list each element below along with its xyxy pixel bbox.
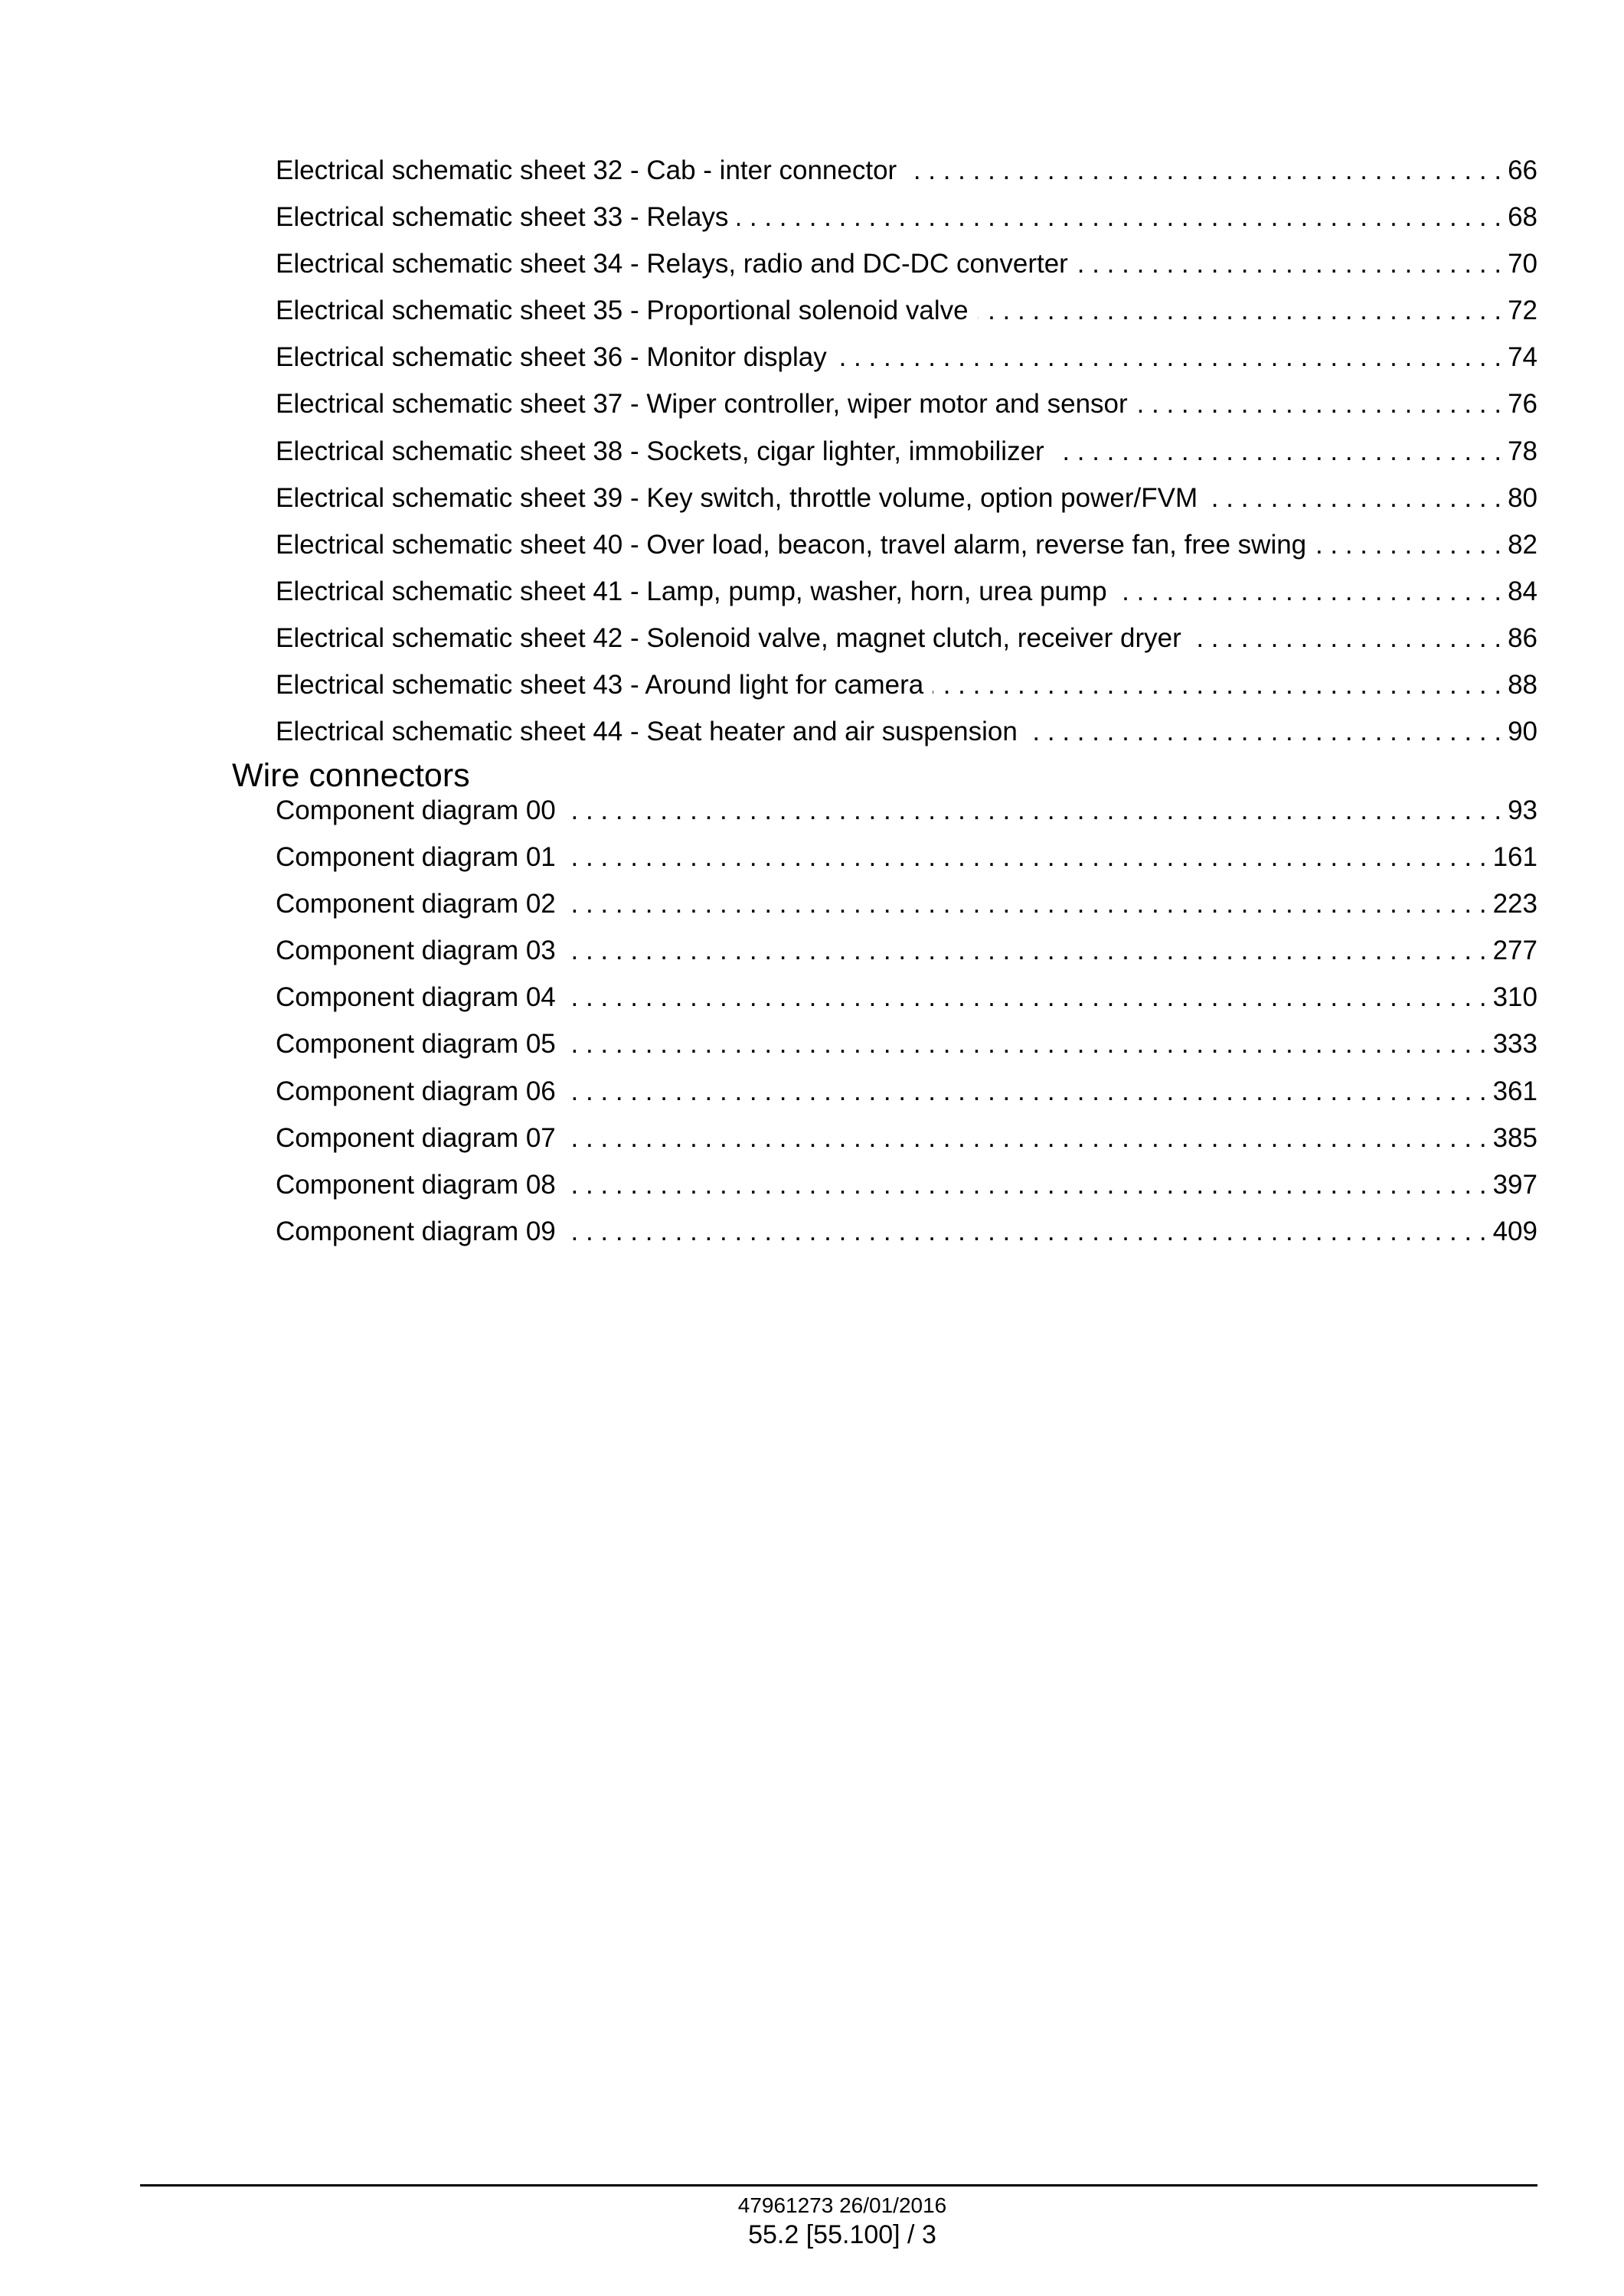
toc-entry-title: Electrical schematic sheet 43 - Around light for camera bbox=[276, 670, 924, 701]
toc-entry[interactable] bbox=[276, 880, 1537, 927]
toc-entry[interactable] bbox=[276, 787, 1537, 834]
toc-entry-title: Component diagram 03 bbox=[276, 936, 556, 966]
toc-entry-title: Electrical schematic sheet 36 - Monitor display bbox=[276, 342, 827, 373]
toc-entry-title: Component diagram 01 bbox=[276, 842, 556, 873]
toc-list-wire-connectors bbox=[276, 787, 1537, 1255]
toc-leader-dots bbox=[1054, 428, 1501, 475]
toc-entry[interactable] bbox=[276, 428, 1537, 475]
toc-entry-page: 84 bbox=[1508, 576, 1537, 606]
toc-entry-page: 72 bbox=[1508, 296, 1537, 326]
toc-entry[interactable] bbox=[276, 1115, 1537, 1161]
toc-leader-dots bbox=[565, 834, 1487, 880]
toc-entry-title: Electrical schematic sheet 35 - Proportional solenoid valve bbox=[276, 296, 969, 326]
toc-entry-title: Electrical schematic sheet 38 - Sockets, cigar lighter, immobilizer bbox=[276, 436, 1044, 466]
toc-entry-page: 76 bbox=[1508, 389, 1537, 420]
toc-entry-title: Component diagram 05 bbox=[276, 1029, 556, 1060]
toc-entry[interactable] bbox=[276, 194, 1537, 240]
toc-entry[interactable] bbox=[276, 334, 1537, 380]
toc-entry-title: Component diagram 04 bbox=[276, 982, 556, 1013]
toc-leader-dots bbox=[978, 287, 1501, 334]
toc-entry-title: Electrical schematic sheet 44 - Seat heater and air suspension bbox=[276, 717, 1018, 747]
toc-leader-dots bbox=[1315, 521, 1501, 568]
toc-list-electrical bbox=[276, 147, 1537, 755]
toc-entry-page: 74 bbox=[1508, 342, 1537, 373]
toc-leader-dots bbox=[1191, 615, 1501, 661]
toc-leader-dots bbox=[906, 147, 1501, 194]
toc-entry-title: Component diagram 06 bbox=[276, 1076, 556, 1106]
toc-leader-dots bbox=[565, 1115, 1487, 1161]
toc-entry-page: 88 bbox=[1508, 670, 1537, 701]
toc-leader-dots bbox=[737, 194, 1501, 240]
toc-entry-page: 80 bbox=[1508, 482, 1537, 513]
toc-entry-title: Electrical schematic sheet 33 - Relays bbox=[276, 202, 729, 233]
toc-entry-title: Component diagram 09 bbox=[276, 1216, 556, 1246]
toc-entry-title: Electrical schematic sheet 40 - Over load, beacon, travel alarm, reverse fan, free swing bbox=[276, 529, 1307, 560]
toc-entry-page: 93 bbox=[1508, 795, 1537, 825]
toc-leader-dots bbox=[1116, 568, 1502, 615]
toc-entry[interactable] bbox=[276, 834, 1537, 880]
toc-entry-title: Electrical schematic sheet 39 - Key switch, throttle volume, option power/FVM bbox=[276, 482, 1198, 513]
toc-leader-dots bbox=[565, 880, 1487, 927]
toc-leader-dots bbox=[565, 1208, 1487, 1255]
toc-entry-page: 333 bbox=[1492, 1029, 1537, 1060]
toc-entry-page: 86 bbox=[1508, 622, 1537, 653]
toc-entry-page: 78 bbox=[1508, 436, 1537, 466]
toc-entry[interactable] bbox=[276, 521, 1537, 568]
toc-leader-dots bbox=[933, 661, 1501, 708]
toc-entry-page: 223 bbox=[1492, 889, 1537, 919]
footer-document-reference: 47961273 26/01/2016 bbox=[737, 2193, 947, 2217]
toc-entry[interactable] bbox=[276, 974, 1537, 1021]
toc-leader-dots bbox=[565, 1021, 1487, 1067]
toc-entry-title: Component diagram 00 bbox=[276, 795, 556, 825]
toc-entry[interactable] bbox=[276, 1208, 1537, 1255]
toc-leader-dots bbox=[565, 1161, 1487, 1208]
toc-entry-title: Electrical schematic sheet 32 - Cab - inter connector bbox=[276, 155, 897, 185]
toc-entry-title: Component diagram 02 bbox=[276, 889, 556, 919]
footer-page-reference: 55.2 [55.100] / 3 bbox=[748, 2220, 936, 2249]
toc-entry-title: Component diagram 07 bbox=[276, 1122, 556, 1153]
toc-entry[interactable] bbox=[276, 1161, 1537, 1208]
toc-entry-page: 409 bbox=[1492, 1216, 1537, 1246]
toc-entry-title: Electrical schematic sheet 34 - Relays, radio and DC-DC converter bbox=[276, 249, 1068, 279]
toc-entry-page: 310 bbox=[1492, 982, 1537, 1013]
toc-entry[interactable] bbox=[276, 287, 1537, 334]
toc-entry-page: 68 bbox=[1508, 202, 1537, 233]
toc-entry-page: 82 bbox=[1508, 529, 1537, 560]
toc-leader-dots bbox=[565, 1068, 1487, 1115]
toc-leader-dots bbox=[565, 974, 1487, 1021]
toc-entry[interactable] bbox=[276, 240, 1537, 287]
section-heading: Wire connectors bbox=[232, 757, 470, 794]
toc-entry[interactable] bbox=[276, 568, 1537, 615]
toc-entry-page: 397 bbox=[1492, 1169, 1537, 1200]
toc-entry[interactable] bbox=[276, 1068, 1537, 1115]
toc-entry[interactable] bbox=[276, 615, 1537, 661]
toc-entry-page: 161 bbox=[1492, 842, 1537, 873]
toc-entry-title: Electrical schematic sheet 41 - Lamp, pump, washer, horn, urea pump bbox=[276, 576, 1107, 606]
toc-leader-dots bbox=[1207, 475, 1501, 521]
toc-leader-dots bbox=[565, 927, 1487, 974]
toc-entry-page: 385 bbox=[1492, 1122, 1537, 1153]
toc-entry[interactable] bbox=[276, 475, 1537, 521]
toc-entry[interactable] bbox=[276, 1021, 1537, 1067]
toc-entry[interactable] bbox=[276, 380, 1537, 427]
toc-leader-dots bbox=[1027, 708, 1501, 755]
toc-entry[interactable] bbox=[276, 661, 1537, 708]
toc-entry-title: Component diagram 08 bbox=[276, 1169, 556, 1200]
toc-entry-page: 361 bbox=[1492, 1076, 1537, 1106]
toc-entry-page: 70 bbox=[1508, 249, 1537, 279]
footer-divider bbox=[140, 2184, 1537, 2187]
toc-entry-title: Electrical schematic sheet 42 - Solenoid valve, magnet clutch, receiver dryer bbox=[276, 622, 1181, 653]
toc-entry[interactable] bbox=[276, 927, 1537, 974]
toc-entry-title: Electrical schematic sheet 37 - Wiper controller, wiper motor and sensor bbox=[276, 389, 1128, 420]
toc-leader-dots bbox=[836, 334, 1501, 380]
toc-entry-page: 66 bbox=[1508, 155, 1537, 185]
toc-entry-page: 277 bbox=[1492, 936, 1537, 966]
toc-leader-dots bbox=[1077, 240, 1501, 287]
toc-leader-dots bbox=[1137, 380, 1501, 427]
toc-entry[interactable] bbox=[276, 708, 1537, 755]
toc-entry[interactable] bbox=[276, 147, 1537, 194]
toc-entry-page: 90 bbox=[1508, 717, 1537, 747]
toc-leader-dots bbox=[565, 787, 1501, 834]
